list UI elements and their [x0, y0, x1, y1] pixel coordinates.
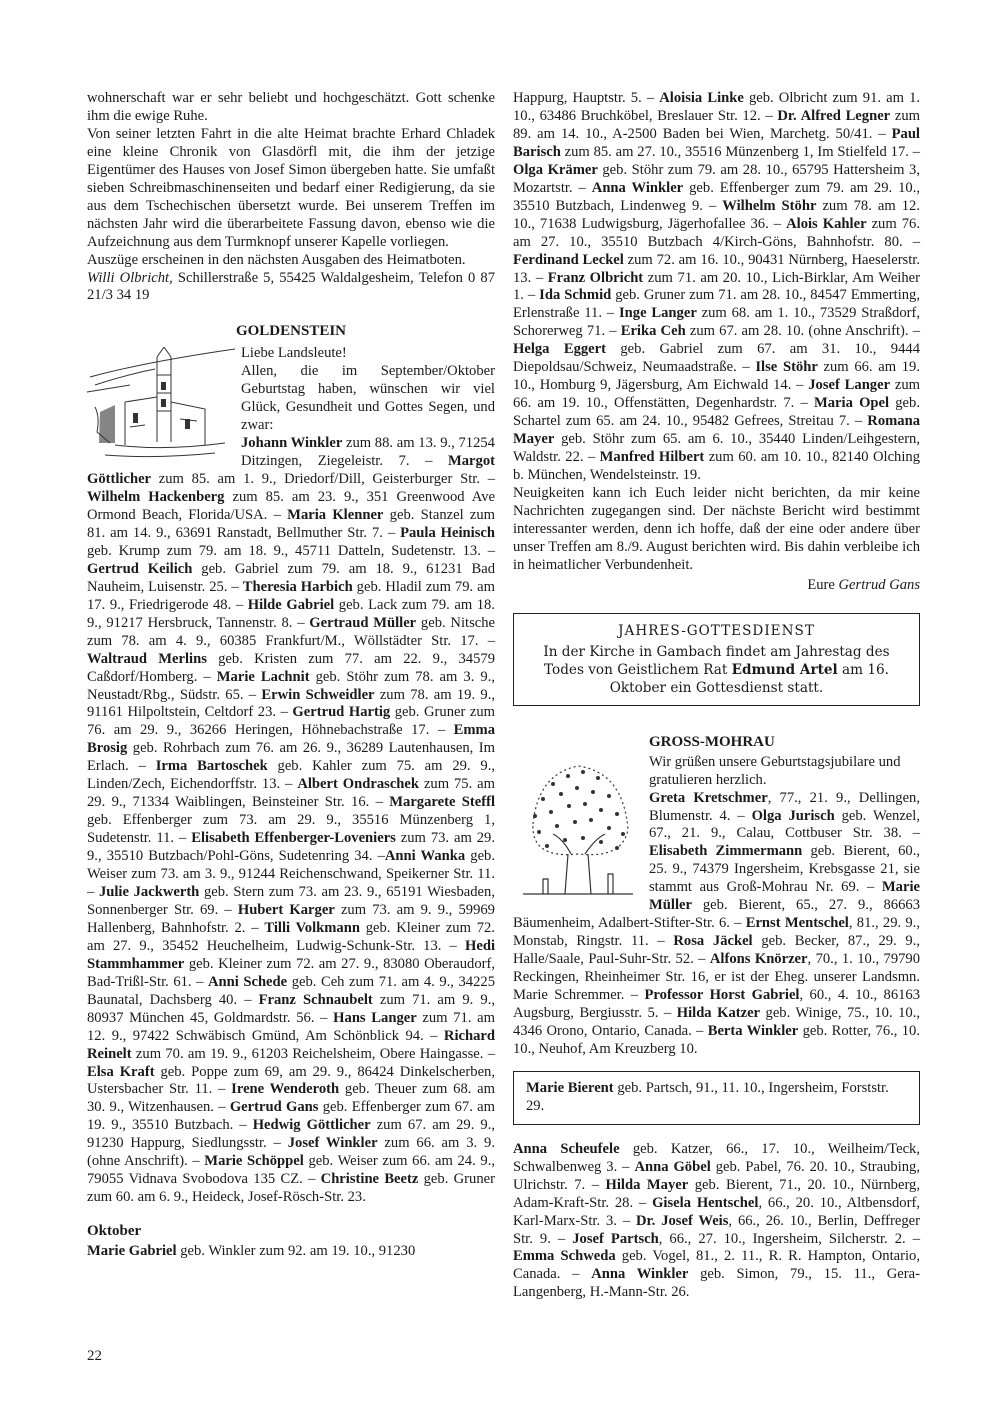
- person-name: Inge Langer: [618, 305, 697, 322]
- person-details: , 66., 26. 10., Berlin, Deffreger Str. 9. –: [513, 1212, 921, 1247]
- person-name: Gisela Hentschel: [652, 1194, 759, 1211]
- author-address: Schillerstraße 5, 55425 Waldalgesheim, Telefon 0 87 21/3 34 19: [87, 269, 495, 304]
- person-name: Alois Kahler: [786, 215, 867, 232]
- goldenstein-greeting: Liebe Landsleute!: [241, 345, 347, 362]
- person-details: geb. Poppe zum 69, am 29. 9., 86424 Dinkelscherben, Ustersbacher Str. 11. –: [87, 1063, 495, 1098]
- person-details: geb. Olbricht zum 91. am 1. 10., 63486 Bruchköbel, Breslauer Str. 12. –: [513, 90, 921, 124]
- person-details: zum 85. am 27. 10., 35516 Münzenberg 1, Im Stielfeld 17. –: [560, 143, 920, 160]
- person-name: Elisabeth Zimmermann: [649, 843, 803, 860]
- birthday-list-september: [87, 435, 495, 1207]
- left-column: [87, 90, 495, 1261]
- person-name: Professor Horst Gabriel: [644, 987, 800, 1004]
- person-details: geb. Gabriel zum 79. am 18. 9., 61231 Bad Nauheim, Luisenstr. 25. –: [87, 560, 495, 595]
- person-details: geb. Theuer zum 68. am 30. 9., Witzenhausen. –: [87, 1081, 496, 1116]
- person-name: Maria Opel: [813, 395, 890, 412]
- person-name: Gertrud Keilich: [87, 560, 193, 577]
- person-details: zum 67. am 28. 10. (ohne Anschrift). –: [685, 323, 921, 340]
- gross-mohrau-list-continued: [513, 1141, 920, 1303]
- person-name: Anna Winkler: [591, 1266, 689, 1283]
- person-details: zum 72. am 16. 10., 90431 Nürnberg, Haeselerstr. 13. –: [513, 251, 920, 286]
- intro-paragraph: Auszüge erscheinen in den nächsten Ausgaben des Heimatboten.: [87, 251, 466, 268]
- person-name: Margarete Steffl: [389, 794, 495, 811]
- person-name: Aloisia Linke: [659, 90, 744, 106]
- person-name: Marie Lachnit: [216, 668, 310, 685]
- intro-paragraph: wohnerschaft war er sehr beliebt und hochgeschätzt. Gott schenke ihm die ewige Ruhe.: [87, 90, 495, 124]
- person-name: Dr. Josef Weis: [636, 1212, 729, 1229]
- person-name: Hilda Mayer: [605, 1176, 689, 1193]
- person-name: Gertrud Hartig: [292, 704, 391, 721]
- oktober-heading: Oktober: [87, 1223, 142, 1240]
- person-details: zum 89. am 14. 10., A-2500 Baden bei Wien, Marchetg. 50/41. –: [513, 107, 920, 142]
- gross-mohrau-intro: Wir grüßen unsere Geburtstagsjubilare und gratulieren herzlich.: [649, 753, 901, 788]
- person-details: zum 60. am 10. 10., 82140 Olching b. München, Wendelsteinstr. 19.: [513, 449, 920, 484]
- person-details: geb. Schartel zum 65. am 24. 10., 95482 Gefrees, Streitau 7. –: [513, 395, 920, 430]
- person-details: geb. Krump zum 79. am 18. 9., 45711 Datteln, Sudetenstr. 13. –: [87, 542, 495, 559]
- author-name: Willi Olbricht,: [87, 269, 173, 286]
- gottesdienst-name: Edmund Artel: [731, 661, 838, 678]
- person-details: geb. Bierent, 60., 25. 9., 74379 Ingersheim, Krebsgasse 21, sie stammt aus Groß-Mohrau Nr. 69. –: [649, 843, 920, 896]
- person-details: geb. Gruner zum 71. am 28. 10., 84547 Emmerting, Erlenstraße 11. –: [513, 287, 920, 322]
- person-details: , 66., 20. 10., Altbensdorf, Karl-Marx-Str. 3. –: [513, 1194, 920, 1229]
- marie-bierent-box: [513, 1071, 920, 1125]
- author-line: [87, 270, 495, 306]
- person-details: geb. Effenberger zum 79. am 29. 10., 35510 Butzbach, Lindenweg 9. –: [513, 179, 920, 214]
- person-name: Elisabeth Effenberger-Loveniers: [191, 830, 396, 847]
- person-details: geb. Stöhr zum 65. am 6. 10., 35440 Linden/Leihgestern, Waldstr. 22. –: [513, 431, 920, 466]
- person-name: Waltraud Merlins: [87, 650, 207, 667]
- person-details: zum 66. am 3. 9. (ohne Anschrift). –: [87, 1135, 495, 1170]
- person-details: geb. Nitsche zum 78. am 4. 9., 60385 Frankfurt/M., Wöllstädter Str. 17. –: [87, 614, 496, 649]
- person-details: geb. Hladil zum 79. am 17. 9., Friedrigerode 48. –: [87, 578, 495, 613]
- person-details: geb. Stöhr zum 78. am 3. 9., Neustadt/Rbg., Südstr. 65. –: [87, 668, 495, 703]
- person-name: Paul Barisch: [513, 125, 920, 160]
- person-details: geb. Partsch, 91., 11. 10., Ingersheim, Forststr. 29.: [526, 1079, 889, 1114]
- intro-paragraph: Von seiner letzten Fahrt in die alte Heimat brachte Erhard Chladek eine kleine Chronik von Glasdörfl mit, die ihm der jetzige Eigentümer des Hauses von Josef Simon übergeben hatte. Sie umfaßt sieben Schreibmaschinenseiten und bedarf einer Redigierung, da sie aus dem Tschechischen übersetzt wurde. Bei unserem Treffen im nächsten Jahr wird die überarbeitete Fassung davon, ebenso wie die Aufzeichnung aus dem Turmknopf unserer Kapelle vorliegen.: [87, 125, 495, 250]
- person-name: Tilli Volkmann: [264, 919, 360, 936]
- person-name: Anna Scheufele: [513, 1140, 620, 1157]
- person-details: zum 71. am 9. 9., 80937 München 45, Goldmardstr. 56. –: [87, 991, 495, 1026]
- person-details: zum 66. am 19. 10., Offenstätten, Degenhardstr. 7. –: [513, 377, 920, 412]
- person-name: Wilhelm Stöhr: [722, 197, 817, 214]
- person-details: zum 70. am 19. 9., 61203 Reichelsheim, Obere Haingasse. –: [131, 1045, 495, 1062]
- person-details: geb. Effenberger zum 73. am 29. 9., 35516 Münzenberg 1, Sudetenstr. 11. –: [87, 812, 495, 847]
- person-details: zum 78. am 12. 10., 71638 Ludwigsburg, Jägerhofallee 36. –: [513, 197, 920, 232]
- person-name: Irma Bartoschek: [155, 758, 268, 775]
- person-name: Ilse Stöhr: [755, 359, 818, 376]
- person-name: Wilhelm Hackenberg: [87, 489, 225, 506]
- person-details: zum 76. am 27. 10., 35510 Butzbach 4/Kirch-Göns, Bahnhofstr. 80. –: [513, 215, 920, 250]
- person-name: Marie Schöppel: [204, 1153, 304, 1170]
- person-name: Marie Bierent: [526, 1079, 614, 1096]
- person-details: geb. Stanzel zum 81. am 14. 9., 63691 Ranstadt, Bellmuther Str. 7. –: [87, 506, 496, 541]
- person-details: geb. Lack zum 79. am 18. 9., 91217 Hersbruck, Tannenstr. 8. –: [87, 596, 495, 631]
- person-details: geb. Stern zum 73. am 23. 9., 65191 Wiesbaden, Sonnenberger Str. 69. –: [87, 883, 495, 918]
- person-name: Maria Klenner: [287, 506, 384, 523]
- person-name: Margot Göttlicher: [87, 453, 495, 488]
- person-details: geb. Katzer, 66., 17. 10., Weilheim/Teck, Schwalbenweg 3. –: [513, 1140, 920, 1175]
- person-name: Romana Mayer: [513, 413, 920, 448]
- person-name: Dr. Alfred Legner: [777, 107, 891, 124]
- person-name: Hans Langer: [333, 1009, 417, 1026]
- person-details: geb. Simon, 79., 15. 11., Gera-Langenberg, H.-Mann-Str. 26.: [513, 1266, 920, 1301]
- person-name: Josef Partsch: [572, 1230, 659, 1247]
- gross-mohrau-heading: GROSS-MOHRAU: [649, 733, 775, 750]
- person-name: Alfons Knörzer: [709, 951, 808, 968]
- person-details: Happurg, Hauptstr. 5. –: [513, 90, 660, 106]
- person-name: Albert Ondraschek: [297, 776, 420, 793]
- person-details: , 77., 21. 9., Dellingen, Blumenstr. 4. –: [649, 789, 921, 824]
- person-details: geb. Kleiner zum 72. am 27. 9., 83080 Oberaudorf, Bad-Trißl-Str. 61. –: [87, 955, 495, 990]
- right-column: [513, 90, 920, 1302]
- person-details: , 70., 1. 10., 79790 Reckingen, Rheinheimer Str. 16, er ist der Eheg. unserer Landsmn. Marie Schremmer. –: [513, 951, 921, 1004]
- person-details: zum 85. am 1. 9., Driedorf/Dill, Geisterburger Str. –: [151, 471, 495, 488]
- person-details: zum 88. am 13. 9., 71254 Ditzingen, Ziegeleistr. 7. –: [241, 435, 495, 470]
- person-details: geb. Pabel, 76. 20. 10., Straubing, Ulrichstr. 7. –: [513, 1158, 920, 1193]
- person-name: Anni Schede: [207, 973, 288, 990]
- person-details: geb. Bierent, 71., 20. 10., Nürnberg, Adam-Kraft-Str. 28. –: [513, 1176, 920, 1211]
- person-name: Ernst Mentschel: [745, 915, 849, 932]
- signature-name: Gertrud Gans: [838, 576, 920, 593]
- person-details: geb. Gruner zum 60. am 6. 9., Heideck, Josef-Rösch-Str. 23.: [87, 1171, 495, 1206]
- person-details: zum 75. am 29. 9., 71334 Waiblingen, Beinsteiner Str. 16. –: [87, 776, 495, 811]
- person-details: geb. Winkler zum 92. am 19. 10., 91230: [176, 1243, 416, 1260]
- person-name: Julie Jackwerth: [98, 883, 200, 900]
- person-details: geb. Becker, 87., 29. 9., Halle/Saale, Paul-Suhr-Str. 52. –: [513, 933, 920, 968]
- person-name: Gertraud Müller: [309, 614, 417, 631]
- person-details: geb. Kleiner zum 72. am 27. 9., 35452 Heuchelheim, Ludwig-Schunk-Str. 13. –: [87, 919, 495, 954]
- person-name: Erika Ceh: [620, 323, 686, 340]
- person-name: Elsa Kraft: [87, 1063, 155, 1080]
- person-details: , 66., 27. 10., Ingersheim, Silcherstr. 2. –: [658, 1230, 921, 1247]
- person-details: , 60., 4. 10., 86163 Augsburg, Bergiusstr. 5. –: [513, 987, 921, 1021]
- person-name: Hedwig Göttlicher: [252, 1117, 371, 1134]
- person-name: Hedi Stammhammer: [87, 937, 495, 972]
- person-details: zum 67. am 29. 9., 91230 Happurg, Siedlungsstr. –: [87, 1117, 495, 1152]
- closing-paragraph: Neuigkeiten kann ich Euch leider nicht berichten, da mir keine Nachrichten zugegangen sind. Der nächste Bericht wird bestimmt interessanter werden, denn ich hoffe, daß der eine oder andere über unser Treffen am 8./9. August berichten wird. Bis dahin verbleibe ich in heimatlicher Verbundenheit.: [513, 484, 920, 573]
- gottesdienst-title: JAHRES-GOTTESDIENST: [618, 622, 815, 639]
- oktober-entry: [87, 1243, 495, 1261]
- person-details: zum 68. am 1. 10., 73529 Straßdorf, Schorerweg 71. –: [513, 305, 920, 340]
- person-details: geb. Kristen zum 77. am 22. 9., 34579 Caßdorf/Homberg. –: [87, 650, 495, 685]
- person-name: Gertrud Gans: [229, 1099, 319, 1116]
- person-details: geb. Kahler zum 75. am 29. 9., Linden/Zech, Eichendorffstr. 13. –: [87, 758, 495, 793]
- person-name: Josef Winkler: [287, 1135, 378, 1152]
- person-details: zum 73. am 29. 9., 35510 Butzbach/Pohl-Göns, Sudetenring 34. –: [87, 830, 495, 865]
- person-details: zum 78. am 19. 9., 91161 Hilpoltstein, Celtdorf 23. –: [87, 686, 496, 721]
- person-details: zum 71. am 12. 9., 97422 Schwäbisch Gmünd, Am Schönblick 94. –: [87, 1009, 495, 1044]
- person-details: zum 85. am 23. 9., 351 Greenwood Ave Ormond Beach, Florida/USA. –: [87, 489, 495, 523]
- person-name: Theresia Harbich: [242, 578, 353, 595]
- person-details: geb. Weiser zum 66. am 24. 9., 79055 Vidnava Svobodova 135 CZ. –: [87, 1153, 495, 1188]
- person-details: zum 73. am 9. 9., 59969 Hallenberg, Bahnhofstr. 2. –: [87, 901, 495, 936]
- person-details: geb. Weiser zum 73. am 3. 9., 91244 Reichenschwand, Speikerner Str. 11. –: [87, 848, 495, 900]
- person-details: geb. Rotter, 76., 10. 10., Neuhof, Am Kreuzberg 10.: [513, 1022, 920, 1057]
- person-name: Marie Gabriel: [87, 1243, 177, 1260]
- person-details: zum 66. am 19. 10., Homburg 9, Jägersburg, Am Eichwald 14. –: [513, 359, 921, 394]
- page-number: 22: [87, 1348, 102, 1364]
- person-details: geb. Winige, 75., 10. 10., 4346 Orono, Ontario, Canada. –: [513, 1004, 920, 1039]
- goldenstein-heading: GOLDENSTEIN: [235, 323, 347, 340]
- person-name: Franz Schnaubelt: [258, 991, 373, 1008]
- person-name: Rosa Jäckel: [673, 933, 753, 950]
- person-name: Erwin Schweidler: [261, 686, 375, 703]
- gottesdienst-box: [513, 613, 920, 706]
- person-name: Richard Reinelt: [87, 1027, 495, 1062]
- person-name: Christine Beetz: [320, 1171, 419, 1188]
- person-name: Marie Müller: [649, 879, 920, 914]
- person-details: geb. Wenzel, 67., 21. 9., Calau, Cottbuser Str. 38. –: [649, 807, 920, 842]
- person-name: Ferdinand Leckel: [513, 251, 624, 268]
- person-details: geb. Rohrbach zum 76. am 26. 9., 36289 Lautenhausen, Im Erlach. –: [87, 740, 495, 775]
- person-name: Josef Langer: [808, 377, 891, 394]
- person-name: Greta Kretschmer: [649, 789, 768, 806]
- goldenstein-intro: Allen, die im September/Oktober Geburtstag haben, wünschen wir viel Glück, Gesundheit und Gottes Segen, und zwar:: [241, 363, 495, 434]
- person-name: Paula Heinisch: [400, 524, 496, 541]
- person-name: Olga Jurisch: [751, 807, 835, 824]
- gottesdienst-text: In der Kirche in Gambach findet am Jahrestag des Todes von Geistlichem Rat Edmund Artel am 16. Oktober ein Gottesdienst statt.: [543, 643, 890, 696]
- person-name: Hilde Gabriel: [247, 596, 335, 613]
- person-name: Emma Schweda: [513, 1248, 616, 1265]
- person-name: Hubert Karger: [237, 901, 335, 918]
- person-name: Anna Göbel: [634, 1158, 711, 1175]
- person-details: geb. Effenberger zum 67. am 19. 9., 35510 Butzbach. –: [87, 1099, 496, 1134]
- birthday-list-oktober: [513, 90, 920, 485]
- person-name: Manfred Hilbert: [599, 449, 705, 466]
- signature: Eure Gertrud Gans: [807, 576, 920, 593]
- person-name: Ida Schmid: [539, 287, 612, 304]
- person-name: Anni Wanka: [384, 848, 466, 865]
- person-details: , 81., 29. 9., Monstab, Ringstr. 11. –: [513, 915, 920, 950]
- person-name: Franz Olbricht: [547, 269, 644, 286]
- person-details: zum 71. am 20. 10., Lich-Birklar, Am Weiher 1. –: [513, 269, 920, 304]
- person-name: Helga Eggert: [513, 341, 606, 358]
- person-details: geb. Ceh zum 71. am 4. 9., 34225 Baunatal, Dachsberg 40. –: [87, 973, 495, 1008]
- person-details: geb. Vogel, 81., 2. 11., R. R. Hampton, Ontario, Canada. –: [513, 1248, 920, 1283]
- person-details: geb. Stöhr zum 79. am 28. 10., 65795 Hattersheim 3, Mozartstr. –: [513, 161, 920, 196]
- person-name: Berta Winkler: [707, 1022, 799, 1039]
- tree-illustration: [513, 754, 641, 904]
- person-name: Emma Brosig: [87, 722, 495, 757]
- person-name: Olga Krämer: [513, 161, 598, 178]
- person-name: Hilda Katzer: [676, 1004, 761, 1021]
- person-details: geb. Bierent, 65., 27. 9., 86663 Bäumenheim, Adalbert-Stifter-Str. 6. –: [513, 897, 920, 932]
- person-details: geb. Gabriel zum 67. am 31. 10., 9444 Diepoldsau/Schweiz, Neumaadstraße. –: [513, 341, 920, 376]
- church-illustration: [85, 347, 235, 462]
- person-name: Irene Wenderoth: [231, 1081, 340, 1098]
- person-name: Anna Winkler: [591, 179, 684, 196]
- person-name: Johann Winkler: [241, 435, 343, 452]
- person-details: geb. Gruner zum 76. am 29. 9., 36266 Heringen, Höhnebachstraße 17. –: [87, 704, 496, 739]
